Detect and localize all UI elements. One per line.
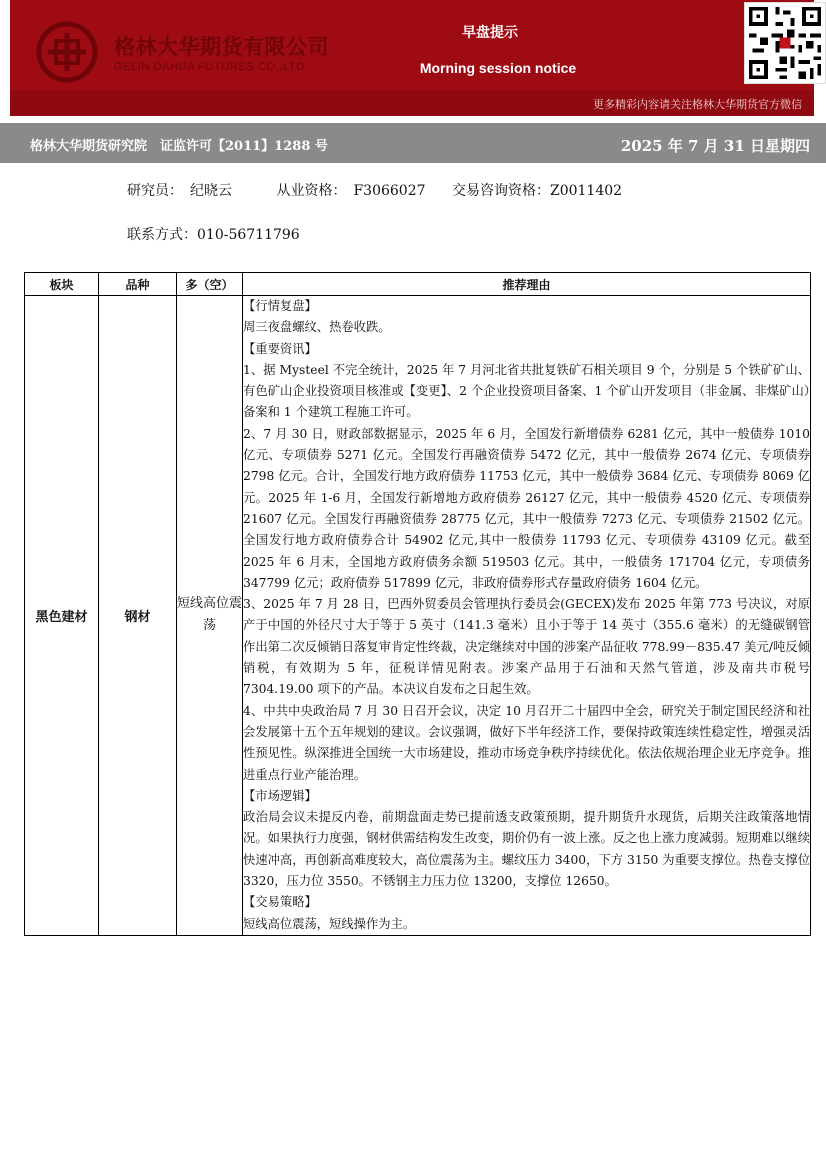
institute-band: [0, 123, 826, 163]
header-banner: [10, 0, 814, 90]
sector-cell: 黑色建材: [25, 296, 99, 936]
news-item: 4、中共中央政治局 7 月 30 日召开会议，决定 10 月召开二十届四中全会，研究关于制定国民经济和社会发展第十五个五年规划的建议。会议强调，做好下半年经济工作，要保持政策连续性稳定性，增强灵活性预见性。纵深推进全国统一大市场建设，推动市场竞争秩序持续优化。依法依规治理企业无序竞争。推进重点行业产能治理。: [243, 703, 810, 782]
section-heading: 【重要资讯】: [243, 341, 317, 356]
header-direction: 多（空）: [177, 273, 243, 296]
institute-license: 格林大华期货研究院 证监许可【2011】1288 号: [30, 139, 328, 154]
contact: 联系方式：010-56711796: [127, 227, 300, 243]
qualification: 从业资格： F3066027: [276, 183, 426, 199]
news-item: 3、2025 年 7 月 28 日，巴西外贸委员会管理执行委员会(GECEX)发布 2025 年第 773 号决议，对原产于中国的外径尺寸大于等于 5 英寸（141.3 毫米）且小于等于 14 英寸（355.6 毫米）的无缝碳钢管作出第二次反倾销日落复审肯定性终裁，决定继续对中国的涉案产品征收 778.99－835.47 美元/吨反倾销税，有效期为 5 年，征税详情见附表。涉案产品用于石油和天然气管道，涉及南共市税号 7304.19.00 项下的产品。本决议自发布之日起生效。: [243, 597, 810, 697]
doc-title-en: Morning session notice: [419, 60, 577, 76]
news-item: 1、据 Mysteel 不完全统计，2025 年 7 月河北省共批复铁矿石相关项目 9 个，分别是 5 个铁矿矿山、有色矿山企业投资项目核准或【变更】、2 个企业投资项目备案、1 个矿山开发项目（非金属、非煤矿山）备案和 1 个建筑工程施工许可。: [243, 362, 810, 420]
wechat-band: [10, 90, 814, 116]
wechat-note: 更多精彩内容请关注格林大华期货官方微信: [593, 98, 802, 111]
qr-code-icon: [744, 2, 826, 84]
header-variety: 品种: [99, 273, 177, 296]
analyst-info-row: [127, 180, 622, 200]
reason-cell: [243, 296, 811, 936]
company-logo-icon: [32, 17, 102, 87]
consult-qualification: 交易咨询资格：Z0011402: [451, 183, 623, 199]
news-item: 2、7 月 30 日，财政部数据显示，2025 年 6 月，全国发行新增债券 6281 亿元，其中一般债券 1010 亿元、专项债券 5271 亿元。全国发行再融资债券 5472 亿元，其中一般债券 2674 亿元、专项债券 2798 亿元。合计，全国发行地方政府债券 11753 亿元，其中一般债券 3684 亿元、专项债券 8069 亿元。2025 年 1-6 月，全国发行新增地方政府债券 26127 亿元，其中一般债券 4520 亿元、专项债券 21607 亿元。全国发行再融资债券 28775 亿元，其中一般债券 7273 亿元、专项债券 21502 亿元。全国发行地方政府债券合计 54902 亿元,其中一般债券 11793 亿元、专项债券 43109 亿元。截至 2025 年 6 月末，全国地方政府债务余额 519503 亿元。其中，一般债务 171704 亿元，专项债务 347799 亿元；政府债券 517899 亿元，非政府债券形式存量政府债务 1604 亿元。: [243, 426, 810, 590]
table-row: [25, 296, 811, 936]
section-heading: 【市场逻辑】: [243, 788, 317, 803]
report-date: 2025 年 7 月 31 日星期四: [620, 137, 810, 155]
direction-cell: 短线高位震荡: [177, 296, 243, 936]
section-heading: 【行情复盘】: [243, 299, 317, 313]
company-name-en: GELIN DAHUA FUTURES CO.,LTD.: [114, 61, 309, 73]
recommendation-table: [24, 272, 811, 936]
reason-paragraph: 短线高位震荡，短线操作为主。: [243, 916, 416, 931]
variety-cell: 钢材: [99, 296, 177, 936]
table-header-row: [25, 273, 811, 296]
doc-title-cn: 早盘提示: [462, 25, 518, 41]
section-heading: 【交易策略】: [243, 895, 317, 910]
researcher: 研究员： 纪晓云: [127, 183, 232, 199]
reason-paragraph: 周三夜盘螺纹、热卷收跌。: [243, 320, 391, 335]
reason-paragraph: 政治局会议未提反内卷，前期盘面走势已提前透支政策预期，提升期货升水现货，后期关注政策落地情况。如果执行力度强，钢材供需结构发生改变，期价仍有一波上涨。反之也上涨力度减弱。短期难以继续快速冲高，再创新高难度较大，高位震荡为主。螺纹压力 3400，下方 3150 为重要支撑位。热卷支撑位 3320，压力位 3550。不锈钢主力压力位 13200，支撑位 12650。: [243, 810, 810, 889]
header-reason: 推荐理由: [243, 273, 811, 296]
header-sector: 板块: [25, 273, 99, 296]
company-name-cn: 格林大华期货有限公司: [114, 35, 329, 59]
